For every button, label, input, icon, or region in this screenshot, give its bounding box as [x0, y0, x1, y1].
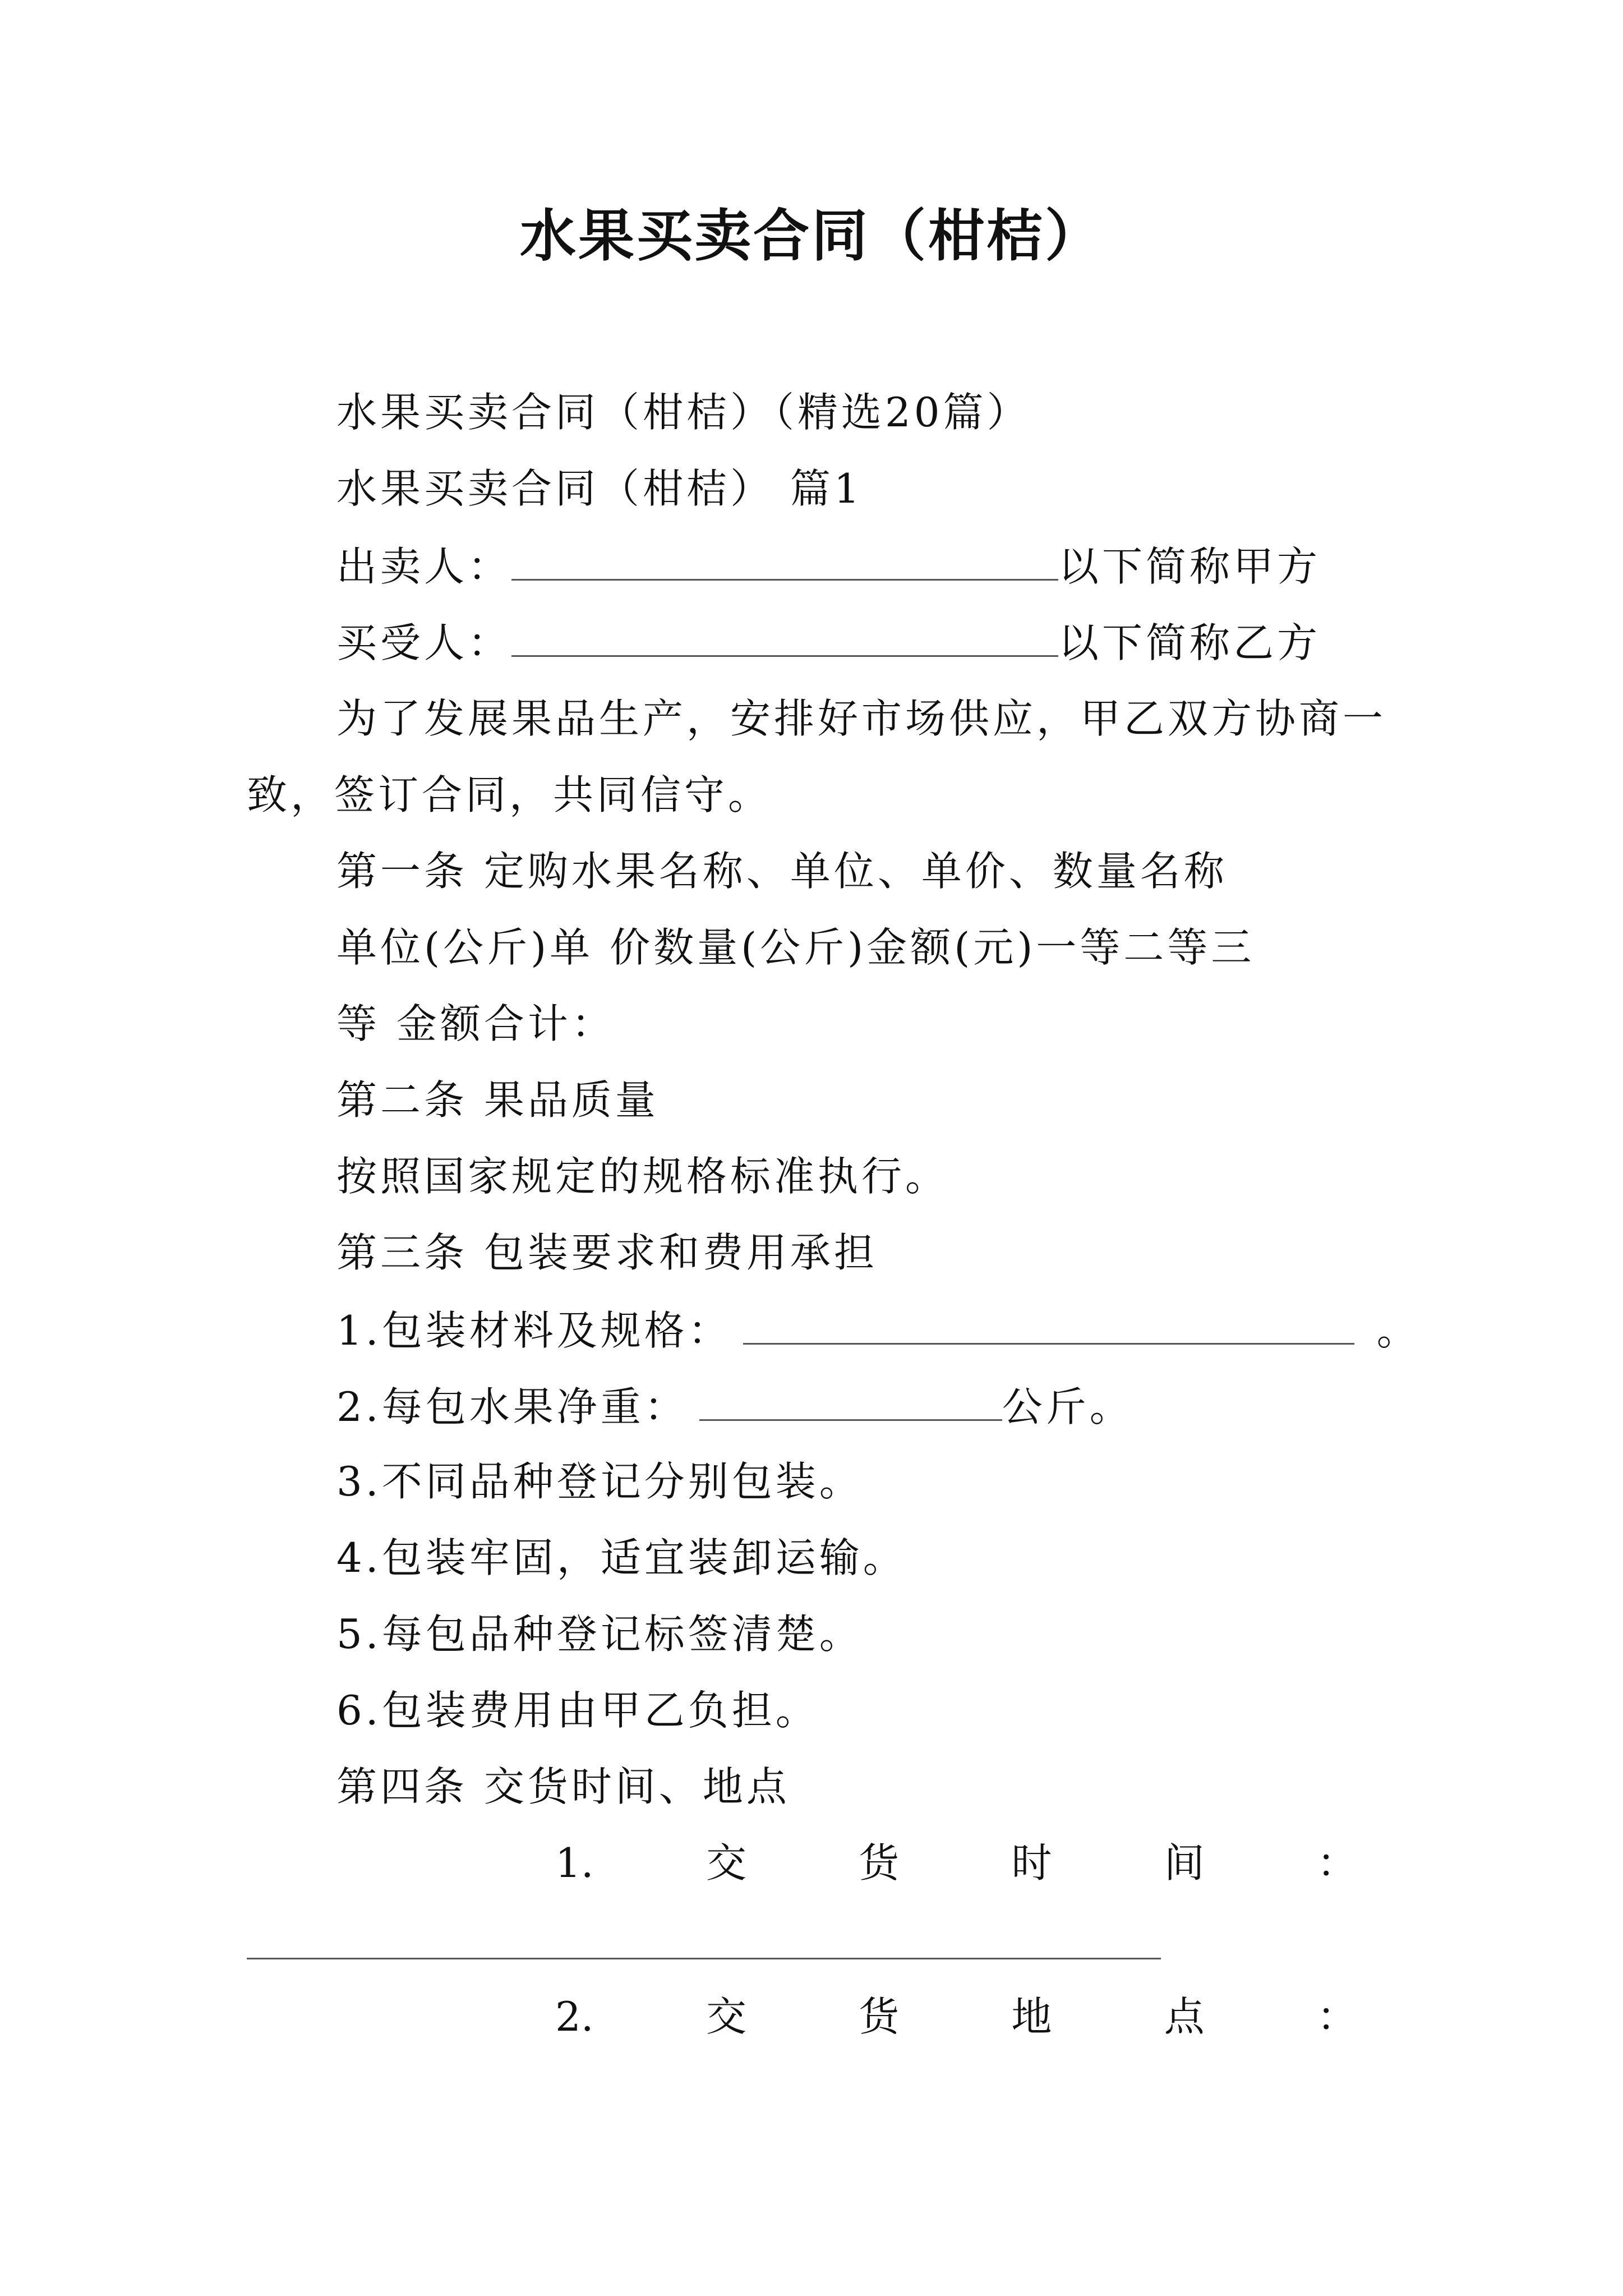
delivery-time-blank — [247, 1958, 1161, 1959]
net-weight-unit: 公斤。 — [1002, 1383, 1133, 1430]
delivery-place-char: 货 — [859, 1993, 900, 2040]
packing-material-end: 。 — [1376, 1307, 1421, 1354]
delivery-place-char: 交 — [706, 1993, 746, 2040]
delivery-time-colon: ： — [1316, 1839, 1357, 1887]
delivery-time-number: 1. — [555, 1839, 594, 1887]
article3-item2 — [336, 1380, 1133, 1432]
seller-suffix: 以下简称甲方 — [1058, 543, 1321, 590]
delivery-place-number: 2. — [555, 1993, 594, 2040]
packing-material-label: 1.包装材料及规格： — [336, 1307, 732, 1354]
article4-item1-delivery-time — [555, 1838, 1357, 1888]
delivery-place-char: 地 — [1011, 1993, 1052, 2040]
article3-item3: 3.不同品种登记分别包装。 — [336, 1458, 863, 1505]
article3-item4: 4.包装牢固，适宜装卸运输。 — [336, 1534, 907, 1581]
buyer-suffix: 以下简称乙方 — [1058, 619, 1321, 666]
delivery-place-char: 点 — [1164, 1993, 1205, 2040]
delivery-place-colon: ： — [1316, 1993, 1357, 2040]
buyer-line — [336, 616, 1321, 668]
article3-title: 第三条 包装要求和费用承担 — [336, 1229, 878, 1276]
intro-paragraph-line2: 致，签订合同，共同信守。 — [247, 771, 772, 818]
article4-title: 第四条 交货时间、地点 — [336, 1763, 790, 1810]
seller-blank — [511, 540, 1058, 581]
net-weight-label: 2.每包水果净重： — [336, 1383, 688, 1430]
article3-item5: 5.每包品种登记标签清楚。 — [336, 1611, 863, 1658]
intro-paragraph-line1: 为了发展果品生产，安排好市场供应，甲乙双方协商一 — [336, 695, 1387, 742]
delivery-time-char: 货 — [859, 1839, 900, 1887]
delivery-time-char: 交 — [706, 1839, 746, 1887]
article3-item6: 6.包装费用由甲乙负担。 — [336, 1687, 819, 1734]
packing-material-blank — [743, 1304, 1354, 1345]
seller-line — [336, 540, 1321, 592]
article2-body: 按照国家规定的规格标准执行。 — [336, 1153, 949, 1200]
buyer-blank — [511, 616, 1058, 657]
document-title: 水果买卖合同（柑桔） — [520, 203, 1103, 269]
article4-item2-delivery-place — [555, 1991, 1357, 2042]
article1-line2: 单位(公斤)单 价数量(公斤)金额(元)一等二等三 — [336, 924, 1255, 971]
article3-item1 — [336, 1304, 1421, 1356]
document-subtitle: 水果买卖合同（柑桔）（精选20篇） — [336, 389, 1031, 436]
net-weight-blank — [699, 1380, 1002, 1421]
article1-title: 第一条 定购水果名称、单位、单价、数量名称 — [336, 848, 1228, 895]
chapter-heading: 水果买卖合同（柑桔） 篇1 — [336, 465, 863, 512]
delivery-time-char: 间 — [1164, 1839, 1205, 1887]
delivery-time-char: 时 — [1011, 1839, 1052, 1887]
article2-title: 第二条 果品质量 — [336, 1076, 659, 1124]
buyer-label: 买受人： — [336, 619, 512, 666]
article1-line3: 等 金额合计： — [336, 1000, 615, 1047]
seller-label: 出卖人： — [336, 543, 512, 590]
